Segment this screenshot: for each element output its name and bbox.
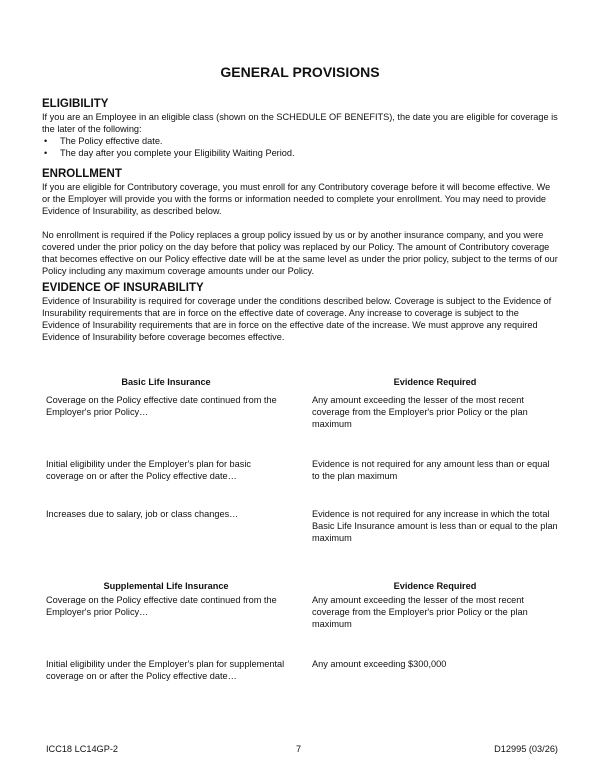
eligibility-bullets [42, 135, 558, 159]
footer-page-number: 7 [296, 744, 302, 754]
eligibility-text: If you are an Employee in an eligible class (shown on the SCHEDULE OF BENEFITS), the date you are eligible for coverage is the later of the following: [42, 112, 558, 134]
table-cell: Evidence is not required for any amount less than or equal to the plan maximum [312, 459, 550, 481]
table-cell: Evidence is not required for any increase in which the total Basic Life Insurance amount is less than or equal to the plan maximum [312, 509, 558, 543]
column-header: Supplemental Life Insurance [103, 581, 229, 591]
enrollment-paragraph-2: No enrollment is required if the Policy replaces a group policy issued by us or by another insurance company, and you were covered under the prior policy on the day before that policy was replaced by our Policy. The amount of Contributory coverage that becomes effective on our Policy effective date will be at the same level as under the prior policy, subject to the terms of our Policy including any maximum coverage amounts under our Policy. [42, 230, 558, 276]
eligibility-section [42, 98, 558, 159]
eligibility-bullet: • The day after you complete your Eligibility Waiting Period. [42, 147, 558, 159]
enrollment-paragraph-1: If you are eligible for Contributory coverage, you must enroll for any Contributory coverage before it will become effective. We or the Employer will provide you with the forms or information needed to complete your enrollment. You may need to provide Evidence of Insurability, as described below. [42, 182, 551, 216]
table-cell: Increases due to salary, job or class changes… [46, 509, 239, 519]
evidence-text: Evidence of Insurability is required for coverage under the conditions described below. Coverage is subject to the Evidence of Insurability requirements that are in force on the effective date of coverage. Any increase to coverage is subject to the Evidence of Insurability requirements that are in force on the effective date of the increase. We must approve any required Evidence of Insurability before coverage becomes effective. [42, 296, 552, 342]
table-cell: Any amount exceeding the lesser of the most recent coverage from the Employer's prior Policy or the plan maximum [312, 395, 528, 429]
column-header: Evidence Required [393, 377, 477, 387]
footer-form-id: ICC18 LC14GP-2 [46, 744, 119, 754]
table-cell: Initial eligibility under the Employer's plan for supplemental coverage on or after the Policy effective date… [46, 659, 285, 681]
table-cell: Any amount exceeding the lesser of the most recent coverage from the Employer's prior Policy or the plan maximum [312, 595, 528, 629]
column-header: Basic Life Insurance [121, 377, 211, 387]
table-cell: Initial eligibility under the Employer's plan for basic coverage on or after the Policy effective date… [46, 459, 252, 481]
evidence-heading: EVIDENCE OF INSURABILITY [42, 282, 204, 294]
enrollment-section [42, 168, 558, 277]
eligibility-bullet: • The Policy effective date. [42, 135, 558, 147]
table-cell: Any amount exceeding $300,000 [312, 659, 447, 669]
evidence-section [42, 282, 558, 343]
enrollment-heading: ENROLLMENT [42, 168, 122, 180]
column-header: Evidence Required [393, 581, 477, 591]
footer-doc-code: D12995 (03/26) [494, 744, 558, 754]
eligibility-heading: ELIGIBILITY [42, 98, 109, 110]
table-cell: Coverage on the Policy effective date continued from the Employer's prior Policy… [46, 595, 277, 617]
table-cell: Coverage on the Policy effective date continued from the Employer's prior Policy… [46, 395, 277, 417]
page-title: GENERAL PROVISIONS [220, 64, 380, 80]
